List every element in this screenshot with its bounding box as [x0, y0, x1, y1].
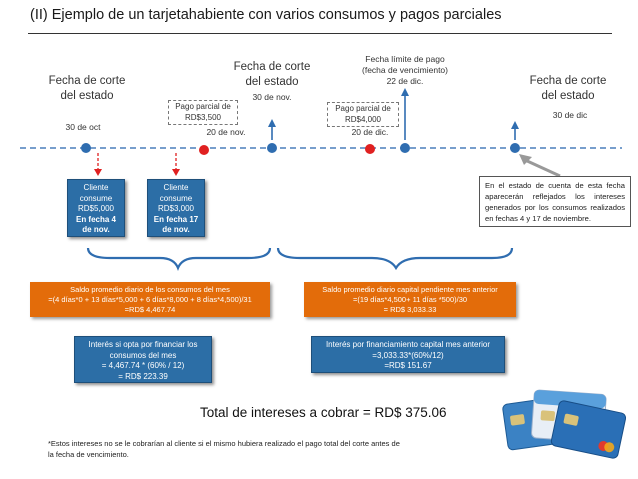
timeline-marker-cut2: [267, 143, 277, 153]
consumption1-box: [67, 179, 125, 237]
consumption2-line1: Cliente: [163, 183, 189, 192]
payment2-box: [327, 102, 399, 127]
arrow-down-icon-consumption1: [94, 153, 102, 176]
payment2-line2: RD$4,000: [344, 115, 382, 124]
payment2-date: 20 de dic.: [351, 127, 389, 137]
payment1-date: 20 de nov.: [206, 127, 246, 137]
consumption1-line2: consume: [79, 193, 113, 203]
timeline-marker-due: [400, 143, 410, 153]
footnote-line2: la fecha de vencimiento.: [48, 450, 129, 459]
cut3-label-line2: del estado: [541, 90, 595, 102]
due-date-label: [340, 54, 470, 87]
interest2-formula: =3,033.33*(60%/12): [372, 350, 444, 360]
cut2-label-line1: Fecha de corte: [233, 61, 311, 73]
cut2-label-line2: del estado: [245, 76, 299, 88]
arrow-up-icon-cut2: [268, 119, 276, 140]
timeline-marker-pay2: [365, 144, 375, 154]
consumption1-line1: Cliente: [83, 183, 109, 192]
payment1-line1: Pago parcial de: [175, 102, 231, 111]
cut1-label-line1: Fecha de corte: [48, 75, 126, 87]
cut3-label-line1: Fecha de corte: [529, 75, 607, 87]
consumption2-box: [147, 179, 205, 237]
arrow-up-icon-cut3: [511, 121, 519, 140]
cut1-label: [34, 74, 140, 104]
average2-result: = RD$ 3,033.33: [383, 305, 437, 314]
consumption1-date-line1: En fecha 4: [75, 214, 116, 224]
payment1-line2: RD$3,500: [184, 113, 222, 122]
cut1-label-line2: del estado: [60, 90, 114, 102]
interest-box-2: [311, 336, 505, 373]
interest2-title: Interés por financiamiento capital mes anterior: [325, 340, 491, 349]
statement-note: En el estado de cuenta de esta fecha aparecerán reflejados los intereses generados por los consumos realizados en fechas 4 y 17 de noviembre.: [479, 176, 631, 227]
interest1-formula: = 4,467.74 * (60% / 12): [101, 361, 185, 370]
footnote-line1: *Estos intereses no se le cobrarían al cliente si el mismo hubiera realizado el pago total del corte antes de: [48, 439, 400, 448]
payment1-box: [168, 100, 238, 125]
credit-cards-image: [500, 383, 628, 473]
page-title: (II) Ejemplo de un tarjetahabiente con varios consumos y pagos parciales: [30, 7, 502, 23]
arrow-up-icon-due: [401, 88, 409, 140]
consumption1-amount: RD$5,000: [77, 204, 115, 213]
average1-title: Saldo promedio diario de los consumos del mes: [70, 285, 230, 294]
interest2-result: =RD$ 151.67: [384, 361, 432, 370]
total-interest: Total de intereses a cobrar = RD$ 375.06: [200, 405, 447, 420]
interest-box-1: [74, 336, 212, 383]
consumption2-line2: consume: [159, 193, 193, 203]
interest1-result: = RD$ 223.39: [118, 371, 168, 381]
average1-result: =RD$ 4,467.74: [124, 305, 176, 314]
average2-title: Saldo promedio diario capital pendiente mes anterior: [322, 285, 498, 294]
payment2-line1: Pago parcial de: [335, 104, 391, 113]
consumption2-amount: RD$3,000: [157, 204, 195, 213]
consumption2-date-line1: En fecha 17: [153, 214, 199, 224]
average-balance-box-1: [30, 282, 270, 317]
timeline-marker-cut1: [81, 143, 91, 153]
due-date-value: 22 de dic.: [386, 76, 424, 86]
brace-december: [278, 248, 512, 268]
interest1-line1: Interés si opta por financiar los: [88, 340, 198, 349]
due-date-line1: Fecha límite de pago: [365, 54, 445, 64]
consumption2-date-line2: de nov.: [162, 225, 190, 234]
average1-formula: =(4 días*0 + 13 días*5,000 + 6 días*8,000 + 8 días*4,500)/31: [48, 295, 252, 304]
due-date-line2: (fecha de vencimiento): [362, 65, 448, 75]
cut3-date: 30 de dic: [552, 110, 588, 120]
note-pointer: [519, 154, 560, 176]
average2-formula: =(19 días*4,500+ 11 días *500)/30: [352, 295, 468, 304]
timeline-marker-pay1: [199, 145, 209, 155]
cut2-label: [218, 60, 326, 90]
timeline-marker-cut3: [510, 143, 520, 153]
footnote: [48, 438, 468, 460]
brace-november: [88, 248, 270, 268]
cut2-date: 30 de nov.: [252, 92, 292, 102]
cut1-date: 30 de oct: [65, 122, 101, 132]
average-balance-box-2: [304, 282, 516, 317]
consumption1-date-line2: de nov.: [82, 225, 110, 234]
arrow-down-icon-consumption2: [172, 153, 180, 176]
interest1-line2: consumos del mes: [109, 350, 177, 360]
cut3-label: [522, 74, 614, 104]
